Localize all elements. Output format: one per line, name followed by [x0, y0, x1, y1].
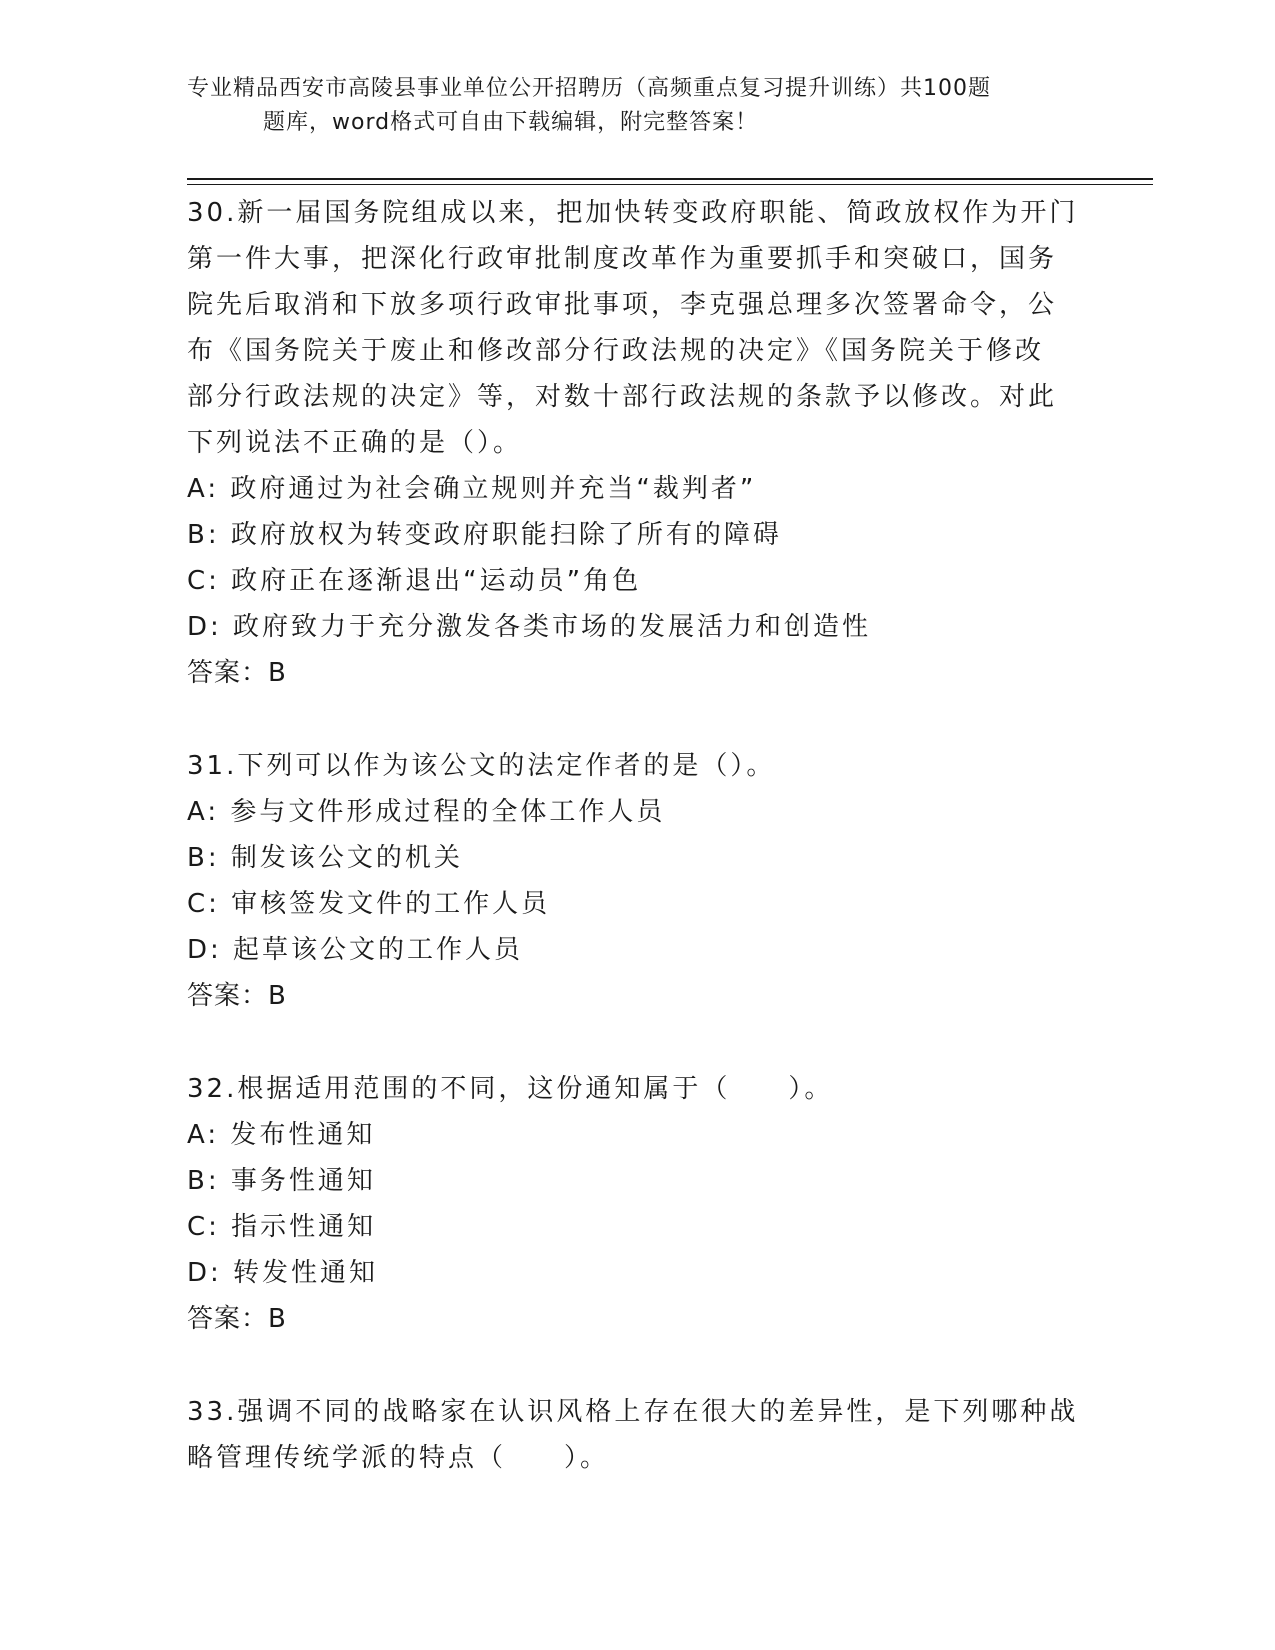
question-spacer	[187, 696, 1087, 743]
option-d: D: 转发性通知	[187, 1258, 379, 1288]
question-33	[187, 1389, 1087, 1481]
question-stem: 30.新一届国务院组成以来，把加快转变政府职能、简政放权作为开门 第一件大事，把深化行政审批制度改革作为重要抓手和突破口，国务 院先后取消和下放多项行政审批事项，李克强总理多次签署命令，公 布《国务院关于废止和修改部分行政法规的决定》《国务院关于修改 部分行政法规的决定》等，对数十部行政法规的条款予以修改。对此 下列说法不正确的是（）。	[187, 198, 1079, 458]
question-stem: 31.下列可以作为该公文的法定作者的是（）。	[187, 751, 776, 781]
header-title-line2: 题库，word格式可自由下载编辑，附完整答案！	[263, 110, 759, 135]
option-d: D: 政府致力于充分激发各类市场的发展活力和创造性	[187, 612, 872, 642]
header-divider-thick	[187, 178, 1153, 180]
question-32	[187, 1066, 1087, 1342]
option-b: B: 事务性通知	[187, 1166, 376, 1196]
answer-line: 答案：B	[187, 981, 287, 1011]
answer-line: 答案：B	[187, 1304, 287, 1334]
option-c: C: 审核签发文件的工作人员	[187, 889, 551, 919]
question-stem: 33.强调不同的战略家在认识风格上存在很大的差异性，是下列哪种战 略管理传统学派的特点（ ）。	[187, 1397, 1079, 1473]
question-stem: 32.根据适用范围的不同，这份通知属于（ ）。	[187, 1074, 834, 1104]
option-c: C: 指示性通知	[187, 1212, 377, 1242]
option-d: D: 起草该公文的工作人员	[187, 935, 524, 965]
option-c: C: 政府正在逐渐退出“运动员”角色	[187, 566, 642, 596]
option-a: A: 参与文件形成过程的全体工作人员	[187, 797, 666, 827]
option-b: B: 政府放权为转变政府职能扫除了所有的障碍	[187, 520, 782, 550]
option-a: A: 政府通过为社会确立规则并充当“裁判者”	[187, 474, 757, 504]
document-header	[187, 72, 1067, 140]
question-spacer	[187, 1019, 1087, 1066]
option-b: B: 制发该公文的机关	[187, 843, 463, 873]
option-a: A: 发布性通知	[187, 1120, 376, 1150]
header-divider-thin	[187, 184, 1153, 185]
question-31	[187, 743, 1087, 1019]
question-list	[187, 190, 1087, 1481]
header-title-line1: 专业精品西安市高陵县事业单位公开招聘历（高频重点复习提升训练）共100题	[187, 76, 991, 101]
question-30	[187, 190, 1087, 696]
answer-line: 答案：B	[187, 658, 287, 688]
question-spacer	[187, 1342, 1087, 1389]
